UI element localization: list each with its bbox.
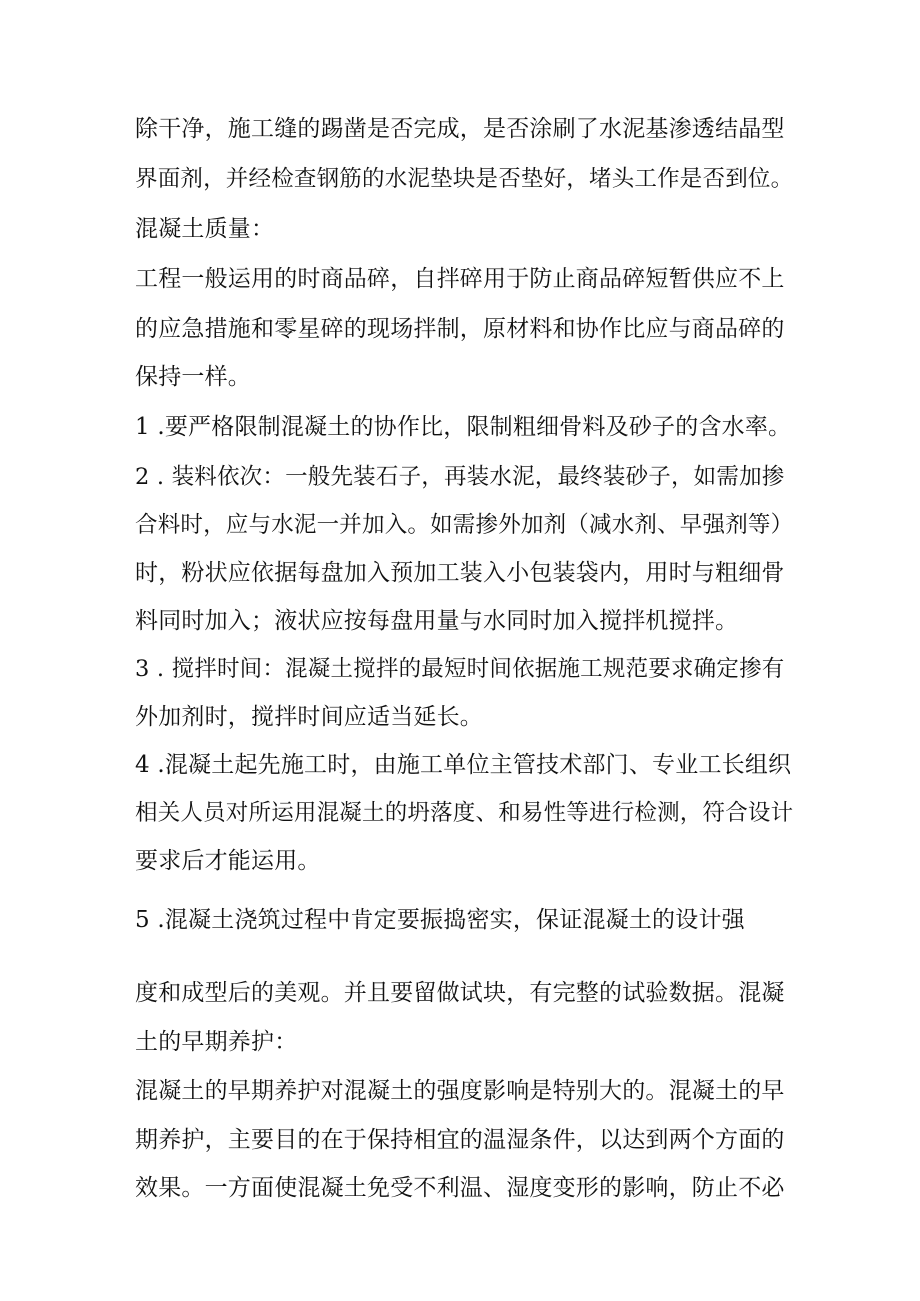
text-line: 合料时，应与水泥一并加入。如需掺外加剂（减水剂、早强剂等）	[135, 512, 794, 538]
text-line: 度和成型后的美观。并且要留做试块，有完整的试验数据。混凝	[135, 980, 785, 1006]
text-line: 工程一般运用的时商品碎，自拌碎用于防止商品碎短暂供应不上	[135, 266, 785, 292]
text-line: 期养护，主要目的在于保持相宜的温湿条件，以达到两个方面的	[135, 1127, 785, 1153]
text-line: 相关人员对所运用混凝土的坍落度、和易性等进行检测，符合设计	[135, 800, 794, 826]
section-heading: 混凝土质量：	[135, 216, 275, 242]
text-line: 界面剂，并经检查钢筋的水泥垫块是否垫好，堵头工作是否到位。	[135, 166, 794, 192]
text-line: 混凝土的早期养护对混凝土的强度影响是特别大的。混凝土的早	[135, 1078, 785, 1104]
text-line: 除干净，施工缝的踢凿是否完成，是否涂刷了水泥基渗透结晶型	[135, 116, 785, 142]
list-item: 2 . 装料依次：一般先装石子，再装水泥，最终装砂子，如需加掺	[135, 464, 785, 490]
list-item: 5 .混凝土浇筑过程中肯定要振捣密实，保证混凝土的设计强	[135, 907, 745, 933]
text-line: 效果。一方面使混凝土免受不利温、湿度变形的影响，防止不必	[135, 1175, 785, 1201]
list-item: 3 . 搅拌时间：混凝土搅拌的最短时间依据施工规范要求确定掺有	[135, 656, 785, 682]
section-heading: 土的早期养护：	[135, 1029, 298, 1055]
text-line: 保持一样。	[135, 364, 251, 390]
text-line: 外加剂时，搅拌时间应适当延长。	[135, 704, 483, 730]
list-item: 4 .混凝土起先施工时，由施工单位主管技术部门、专业工长组织	[135, 752, 792, 778]
text-line: 时，粉状应依据每盘加入预加工装入小包装袋内，用时与粗细骨	[135, 560, 785, 586]
list-item: 1 .要严格限制混凝土的协作比，限制粗细骨料及砂子的含水率。	[135, 414, 792, 440]
text-line: 料同时加入；液状应按每盘用量与水同时加入搅拌机搅拌。	[135, 608, 739, 634]
text-line: 要求后才能运用。	[135, 848, 321, 874]
text-line: 的应急措施和零星碎的现场拌制，原材料和协作比应与商品碎的	[135, 316, 785, 342]
